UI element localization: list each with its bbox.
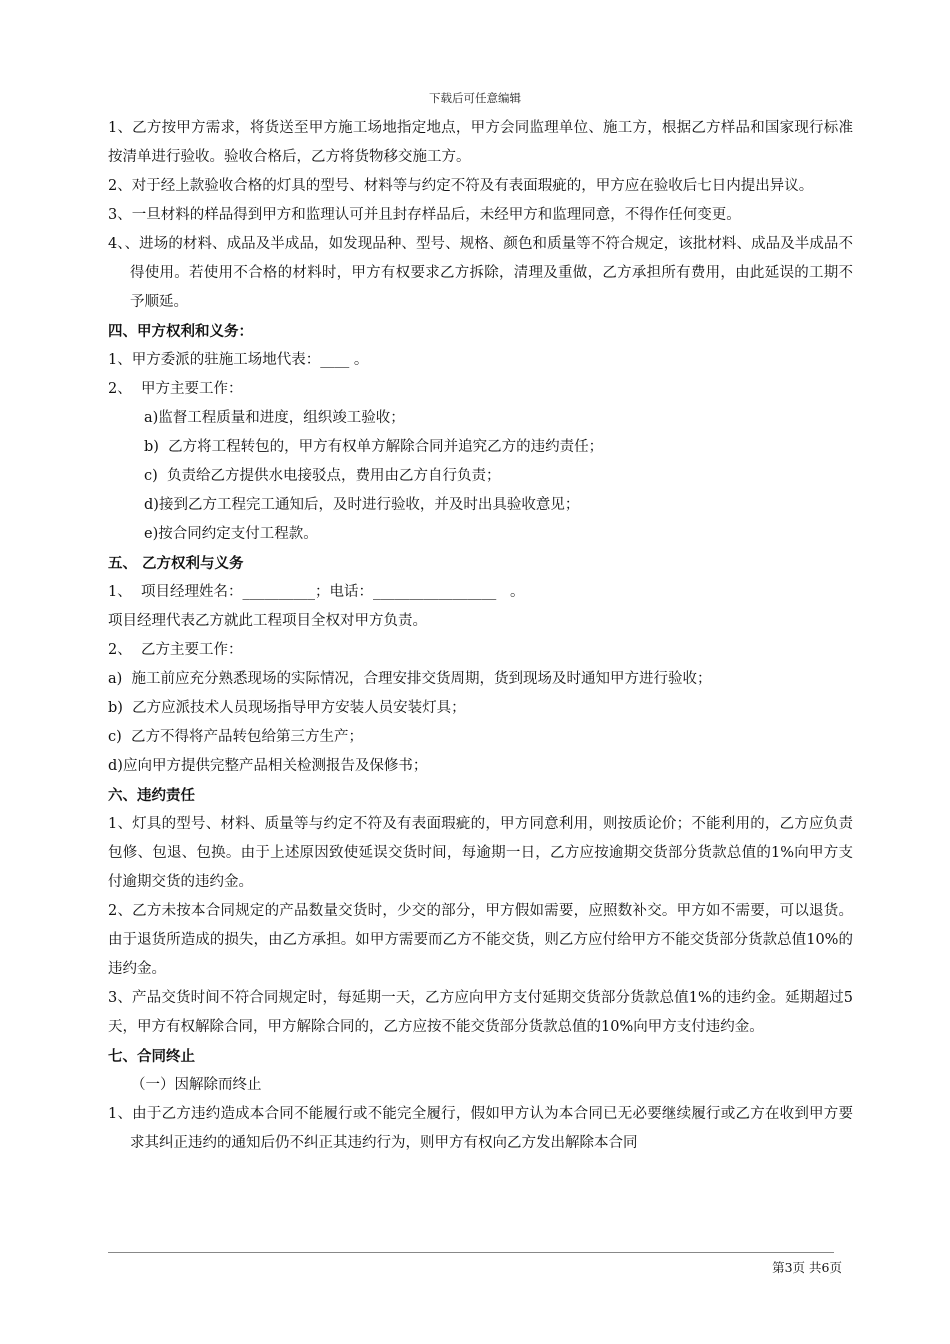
list-item: a) 施工前应充分熟悉现场的实际情况，合理安排交货周期，货到现场及时通知甲方进行验收；	[108, 671, 712, 687]
clause-paragraph: 1、灯具的型号、材料、质量等与约定不符及有表面瑕疵的，甲方同意利用，则按质论价；不能利用的，乙方应负责包修、包退、包换。由于上述原因致使延误交货时间，每逾期一日，乙方应按逾期交货部分货款总值的1%向甲方支付逾期交货的违约金。	[108, 816, 853, 890]
clause-paragraph: 项目经理代表乙方就此工程项目全权对甲方负责。	[108, 613, 427, 629]
clause-paragraph: 2、 乙方主要工作：	[108, 642, 243, 658]
clause-paragraph: 3、产品交货时间不符合同规定时，每延期一天，乙方应向甲方支付延期交货部分货款总值1%的违约金。延期超过5天，甲方有权解除合同，甲方解除合同的，乙方应按不能交货部分货款总值的10%向甲方支付违约金。	[108, 990, 853, 1035]
clause-paragraph: 1、甲方委派的驻施工场地代表：____ 。	[108, 352, 369, 368]
clause-paragraph: 2、对于经上款验收合格的灯具的型号、材料等与约定不符及有表面瑕疵的，甲方应在验收后七日内提出异议。	[108, 178, 814, 194]
page-header: 下载后可任意编辑	[429, 91, 521, 105]
list-item: c) 乙方不得将产品转包给第三方生产；	[108, 729, 363, 745]
list-item: e)按合同约定支付工程款。	[144, 526, 318, 542]
clause-paragraph: 1、 项目经理姓名：__________；电话：_________________ 。	[108, 584, 525, 600]
section-heading: 四、甲方权利和义务：	[108, 323, 253, 340]
footer-divider	[108, 1252, 834, 1253]
section-heading: 七、合同终止	[108, 1048, 195, 1065]
list-item: b) 乙方将工程转包的，甲方有权单方解除合同并追究乙方的违约责任；	[144, 439, 604, 455]
page-number: 第3页 共6页	[772, 1260, 842, 1275]
list-item: a)监督工程质量和进度，组织竣工验收；	[144, 410, 405, 426]
clause-paragraph: 1、由于乙方违约造成本合同不能履行或不能完全履行，假如甲方认为本合同已无必要继续履行或乙方在收到甲方要求其纠正违约的通知后仍不纠正其违约行为，则甲方有权向乙方发出解除本合同	[108, 1106, 853, 1151]
section-heading: 六、违约责任	[108, 787, 195, 804]
clause-paragraph: 4、、进场的材料、成品及半成品，如发现品种、型号、规格、颜色和质量等不符合规定，该批材料、成品及半成品不得使用。若使用不合格的材料时，甲方有权要求乙方拆除，清理及重做，乙方承担所有费用，由此延误的工期不予顺延。	[108, 236, 853, 310]
clause-paragraph: 3、一旦材料的样品得到甲方和监理认可并且封存样品后，未经甲方和监理同意，不得作任何变更。	[108, 207, 741, 223]
subsection-heading: （一）因解除而终止	[131, 1077, 262, 1093]
list-item: d)接到乙方工程完工通知后，及时进行验收，并及时出具验收意见；	[144, 497, 580, 513]
clause-paragraph: 2、乙方未按本合同规定的产品数量交货时，少交的部分，甲方假如需要，应照数补交。甲方如不需要，可以退货。由于退货所造成的损失，由乙方承担。如甲方需要而乙方不能交货，则乙方应付给甲方不能交货部分货款总值10%的违约金。	[108, 903, 853, 977]
clause-paragraph: 2、 甲方主要工作：	[108, 381, 243, 397]
page-body	[108, 114, 853, 1158]
list-item: b) 乙方应派技术人员现场指导甲方安装人员安装灯具；	[108, 700, 466, 716]
section-heading: 五、 乙方权利与义务	[108, 555, 244, 572]
list-item: c) 负责给乙方提供水电接驳点，费用由乙方自行负责；	[144, 468, 501, 484]
clause-paragraph: 1、乙方按甲方需求，将货送至甲方施工场地指定地点，甲方会同监理单位、施工方，根据乙方样品和国家现行标准按清单进行验收。验收合格后，乙方将货物移交施工方。	[108, 120, 853, 165]
list-item: d)应向甲方提供完整产品相关检测报告及保修书；	[108, 758, 428, 774]
